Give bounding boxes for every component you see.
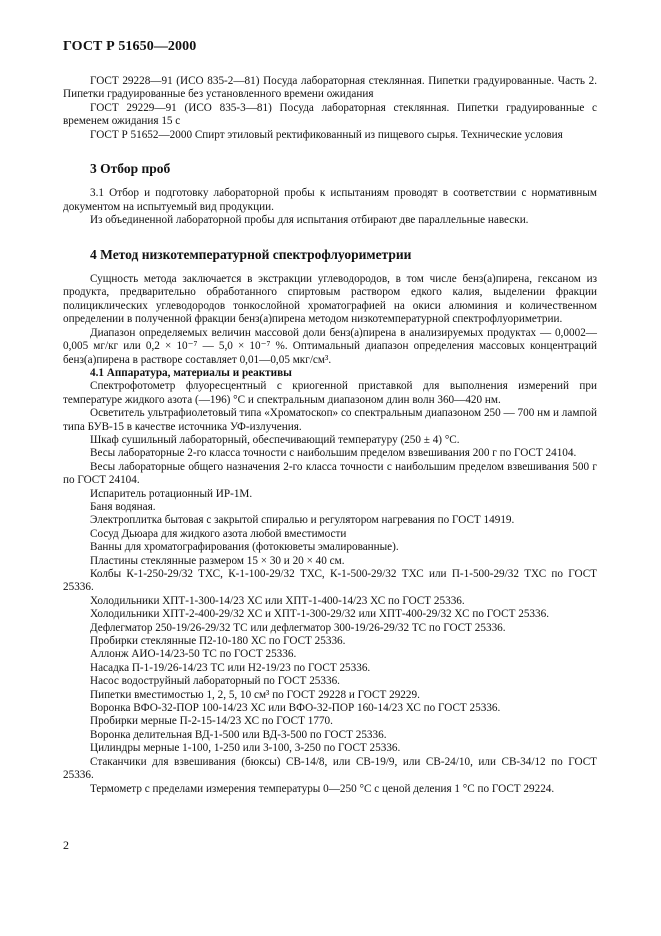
equipment-item: Весы лабораторные 2-го класса точности с наибольшим пределом взвешивания 200 г по ГОСТ 24104. bbox=[90, 447, 577, 460]
equipment-item: Осветитель ультрафиолетовый типа «Хроматоскоп» со спектральным диапазоном 250 — 700 нм и лампой типа БУВ-15 в качестве источника УФ-излучения. bbox=[63, 407, 597, 433]
paragraph: Сущность метода заключается в экстракции углеводородов, в том числе бенз(а)пирена, гексаном из продукта, предварительно обработанного спиртовым раствором едкого калия, выделении фракции полициклических углеводородов тонкослойной хроматографией на окиси алюминия и количественном определении в полученной фракции бенз(а)пирена методом низкотемпературной спектрофлуориметрии. bbox=[63, 273, 597, 326]
equipment-item: Термометр с пределами измерения температуры 0—250 °С с ценой деления 1 °С по ГОСТ 29224. bbox=[90, 782, 555, 795]
section-4-heading: 4 Метод низкотемпературной спектрофлуориметрии bbox=[90, 246, 412, 262]
running-header: ГОСТ Р 51650—2000 bbox=[63, 39, 197, 54]
equipment-item: Стаканчики для взвешивания (бюксы) СВ-14/8, или СВ-19/9, или СВ-24/10, или СВ-34/12 по ГОСТ 25336. bbox=[63, 755, 597, 782]
equipment-item: Холодильники ХПТ-2-400-29/32 ХС и ХПТ-1-300-29/32 или ХПТ-400-29/32 ХС по ГОСТ 25336. bbox=[90, 608, 549, 621]
equipment-item: Насадка П-1-19/26-14/23 ТС или Н2-19/23 по ГОСТ 25336. bbox=[90, 661, 371, 674]
equipment-item: Шкаф сушильный лабораторный, обеспечивающий температуру (250 ± 4) °С. bbox=[90, 433, 460, 446]
equipment-item: Сосуд Дьюара для жидкого азота любой вместимости bbox=[90, 527, 347, 540]
equipment-item: Баня водяная. bbox=[90, 500, 156, 513]
equipment-item: Колбы К-1-250-29/32 ТХС, К-1-100-29/32 ТХС, К-1-500-29/32 ТХС или П-1-500-29/32 ТХС по ГОСТ 25336. bbox=[63, 568, 597, 594]
equipment-item: Аллонж АИО-14/23-50 ТС по ГОСТ 25336. bbox=[90, 648, 297, 661]
equipment-item: Пипетки вместимостью 1, 2, 5, 10 см³ по ГОСТ 29228 и ГОСТ 29229. bbox=[90, 688, 420, 701]
equipment-item: Пробирки стеклянные П2-10-180 ХС по ГОСТ 25336. bbox=[90, 635, 346, 648]
paragraph: 3.1 Отбор и подготовку лабораторной пробы к испытаниям проводят в соответствии с нормативным документом на испытуемый вид продукции. bbox=[63, 187, 597, 213]
equipment-item: Цилиндры мерные 1-100, 1-250 или 3-100, 3-250 по ГОСТ 25336. bbox=[90, 742, 401, 755]
equipment-item: Электроплитка бытовая с закрытой спиралью и регулятором нагревания по ГОСТ 14919. bbox=[90, 514, 515, 527]
equipment-item: Дефлегматор 250-19/26-29/32 ТС или дефлегматор 300-19/26-29/32 ТС по ГОСТ 25336. bbox=[90, 621, 506, 634]
ref-paragraph: ГОСТ 29229—91 (ИСО 835-3—81) Посуда лабораторная стеклянная. Пипетки градуированные с временем ожидания 15 с bbox=[63, 101, 597, 128]
page-body bbox=[63, 75, 597, 796]
equipment-item: Пробирки мерные П-2-15-14/23 ХС по ГОСТ 1770. bbox=[90, 715, 333, 728]
equipment-list bbox=[63, 380, 597, 796]
paragraph: Диапазон определяемых величин массовой доли бенз(а)пирена в анализируемых продуктах — 0,0002—0,005 мг/кг или 0,2 × 10⁻⁷ — 5,0 × 10⁻⁷ %. Оптимальный диапазон определения массовых концентраций бенз(а)пирена в растворе составляет 0,01—0,05 мкг/см³. bbox=[63, 326, 597, 366]
equipment-item: Весы лабораторные общего назначения 2-го класса точности с наибольшим пределом взвешивания 500 г по ГОСТ 24104. bbox=[63, 460, 597, 487]
equipment-item: Ванны для хроматографирования (фотокюветы эмалированные). bbox=[90, 541, 399, 554]
equipment-item: Насос водоструйный лабораторный по ГОСТ 25336. bbox=[90, 675, 340, 688]
subsection-4-1-heading: 4.1 Аппаратура, материалы и реактивы bbox=[90, 366, 292, 379]
equipment-item: Спектрофотометр флуоресцентный с криогенной приставкой для выполнения измерений при температуре жидкого азота (—196) °С и спектральным диапазоном длин волн 360—420 нм. bbox=[63, 380, 597, 406]
section-3-heading: 3 Отбор проб bbox=[90, 161, 171, 177]
equipment-item: Холодильники ХПТ-1-300-14/23 ХС или ХПТ-1-400-14/23 ХС по ГОСТ 25336. bbox=[90, 594, 465, 607]
ref-paragraph: ГОСТ Р 51652—2000 Спирт этиловый ректификованный из пищевого сырья. Технические условия bbox=[90, 128, 563, 141]
equipment-item: Воронка делительная ВД-1-500 или ВД-3-500 по ГОСТ 25336. bbox=[90, 728, 387, 741]
page-number: 2 bbox=[63, 838, 69, 852]
equipment-item: Испаритель ротационный ИР-1М. bbox=[90, 487, 253, 500]
ref-paragraph: ГОСТ 29228—91 (ИСО 835-2—81) Посуда лабораторная стеклянная. Пипетки градуированные. Часть 2. Пипетки градуированные без установленного времени ожидания bbox=[63, 75, 597, 101]
equipment-item: Пластины стеклянные размером 15 × 30 и 20 × 40 см. bbox=[90, 554, 345, 567]
equipment-item: Воронка ВФО-32-ПОР 100-14/23 ХС или ВФО-32-ПОР 160-14/23 ХС по ГОСТ 25336. bbox=[90, 702, 501, 715]
paragraph: Из объединенной лабораторной пробы для испытания отбирают две параллельные навески. bbox=[90, 214, 529, 227]
